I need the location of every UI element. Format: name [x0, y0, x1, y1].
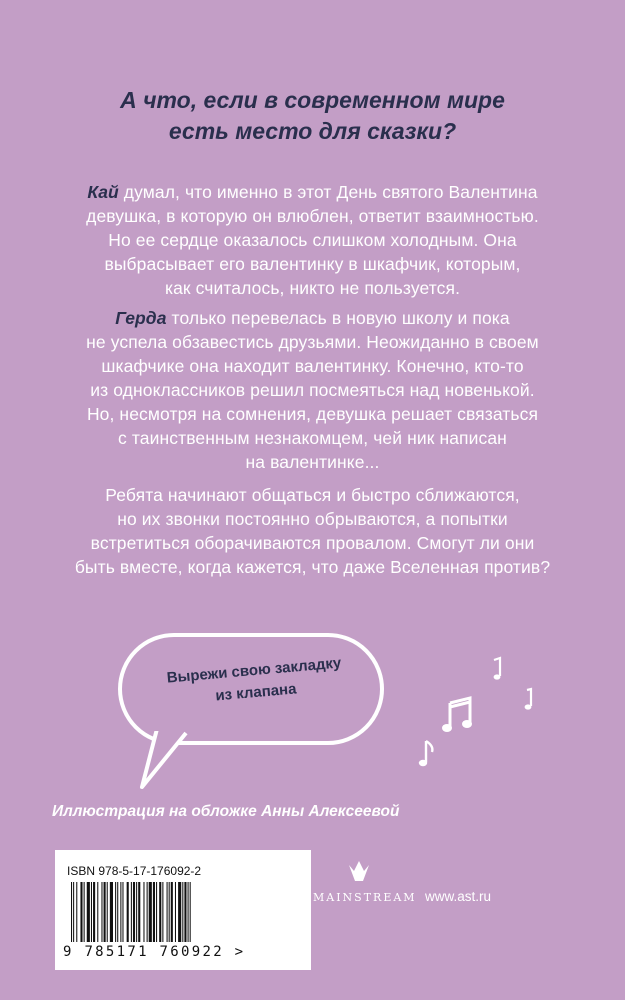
barcode-bar — [110, 882, 113, 942]
music-note-icon — [518, 686, 540, 714]
paragraph-line: быть вместе, когда кажется, что даже Вселенная против? — [74, 557, 551, 577]
barcode-bar — [76, 882, 77, 942]
barcode-bar — [143, 882, 144, 942]
paragraph-gerda — [52, 306, 573, 474]
barcode-bar — [153, 882, 155, 942]
cover-credit: Иллюстрация на обложке Анны Алексеевой — [52, 803, 400, 820]
barcode-bar — [127, 882, 129, 942]
paragraph-line: не успела обзавестись друзьями. Неожиданно в своем — [86, 332, 539, 352]
barcode-bar — [97, 882, 98, 942]
barcode-bar — [162, 882, 163, 942]
callout-line: из клапана — [214, 680, 298, 705]
barcode-bar — [147, 882, 148, 942]
publisher-name: MAINSTREAM — [313, 891, 417, 904]
line-text: думал, что именно в этот День святого Валентина — [118, 182, 538, 202]
paragraph-line: встретиться оборачиваются провалом. Смогут ли они — [90, 533, 535, 553]
barcode-bar — [138, 882, 140, 942]
barcode-bar — [182, 882, 183, 942]
paragraph-line: из одноклассников решил посмеяться над новенькой. — [90, 380, 535, 400]
barcode-bar — [80, 882, 82, 942]
barcode-digits: 9 785171 760922 > — [63, 944, 246, 960]
barcode-bar — [136, 882, 137, 942]
barcode-bar — [107, 882, 108, 942]
barcode-bar — [175, 882, 176, 942]
headline — [0, 85, 625, 147]
headline-line: есть место для сказки? — [168, 118, 457, 144]
paragraph-line: но их звонки постоянно обрываются, а попытки — [117, 509, 508, 529]
barcode-bar — [167, 882, 168, 942]
barcode-bar — [120, 882, 121, 942]
paragraph-line: выбрасывает его валентинку в шкафчик, которым, — [104, 254, 521, 274]
barcode-bar — [101, 882, 102, 942]
publisher-url: www.ast.ru — [425, 889, 492, 904]
barcode-bar — [133, 882, 135, 942]
character-name-kai: Кай — [87, 182, 119, 202]
headline-line: А что, если в современном мире — [120, 87, 505, 113]
barcode-bar — [149, 882, 152, 942]
barcode — [71, 882, 299, 946]
character-name-gerda: Герда — [115, 308, 167, 328]
paragraph-line: как считалось, никто не пользуется. — [164, 278, 461, 298]
barcode-bar — [188, 882, 189, 942]
callout-line: Вырежи свою закладку — [166, 654, 342, 687]
paragraph-line: на валентинке... — [245, 452, 380, 472]
paragraph-line: с таинственным незнакомцем, чей ник написан — [118, 428, 507, 448]
isbn-label: ISBN 978-5-17-176092-2 — [67, 864, 202, 878]
barcode-bar — [117, 882, 118, 942]
paragraph-line: Ребята начинают общаться и быстро сближаются, — [105, 485, 520, 505]
speech-bubble-tail — [120, 725, 190, 795]
paragraph-line: Но, несмотря на сомнения, девушка решает связаться — [86, 404, 539, 424]
paragraph-line: девушка, в которую он влюблен, ответит взаимностью. — [86, 206, 539, 226]
barcode-bar — [91, 882, 92, 942]
music-note-icon — [440, 693, 476, 737]
barcode-bar — [71, 882, 72, 942]
barcode-bar — [122, 882, 123, 942]
paragraph-line — [52, 306, 573, 330]
crown-logo-icon — [325, 855, 393, 889]
barcode-bar — [159, 882, 161, 942]
barcode-bar — [104, 882, 106, 942]
paragraph-line — [52, 180, 573, 204]
paragraph-kai — [52, 180, 573, 300]
barcode-bar — [169, 882, 170, 942]
paragraph-together — [52, 483, 573, 579]
barcode-bar — [171, 882, 173, 942]
barcode-bar — [178, 882, 181, 942]
barcode-bar — [156, 882, 157, 942]
paragraph-line: Но ее сердце оказалось слишком холодным. Она — [108, 230, 517, 250]
music-note-icon — [414, 738, 438, 770]
paragraph-line: шкафчике она находит валентинку. Конечно, кто-то — [101, 356, 524, 376]
barcode-bar — [131, 882, 132, 942]
barcode-panel — [55, 850, 311, 970]
barcode-bar — [190, 882, 191, 942]
barcode-bar — [184, 882, 186, 942]
barcode-bar — [84, 882, 85, 942]
barcode-bar — [87, 882, 90, 942]
barcode-bar — [115, 882, 116, 942]
barcode-bar — [73, 882, 74, 942]
barcode-bar — [93, 882, 95, 942]
music-note-icon — [486, 656, 508, 684]
line-text: только перевелась в новую школу и пока — [166, 308, 510, 328]
